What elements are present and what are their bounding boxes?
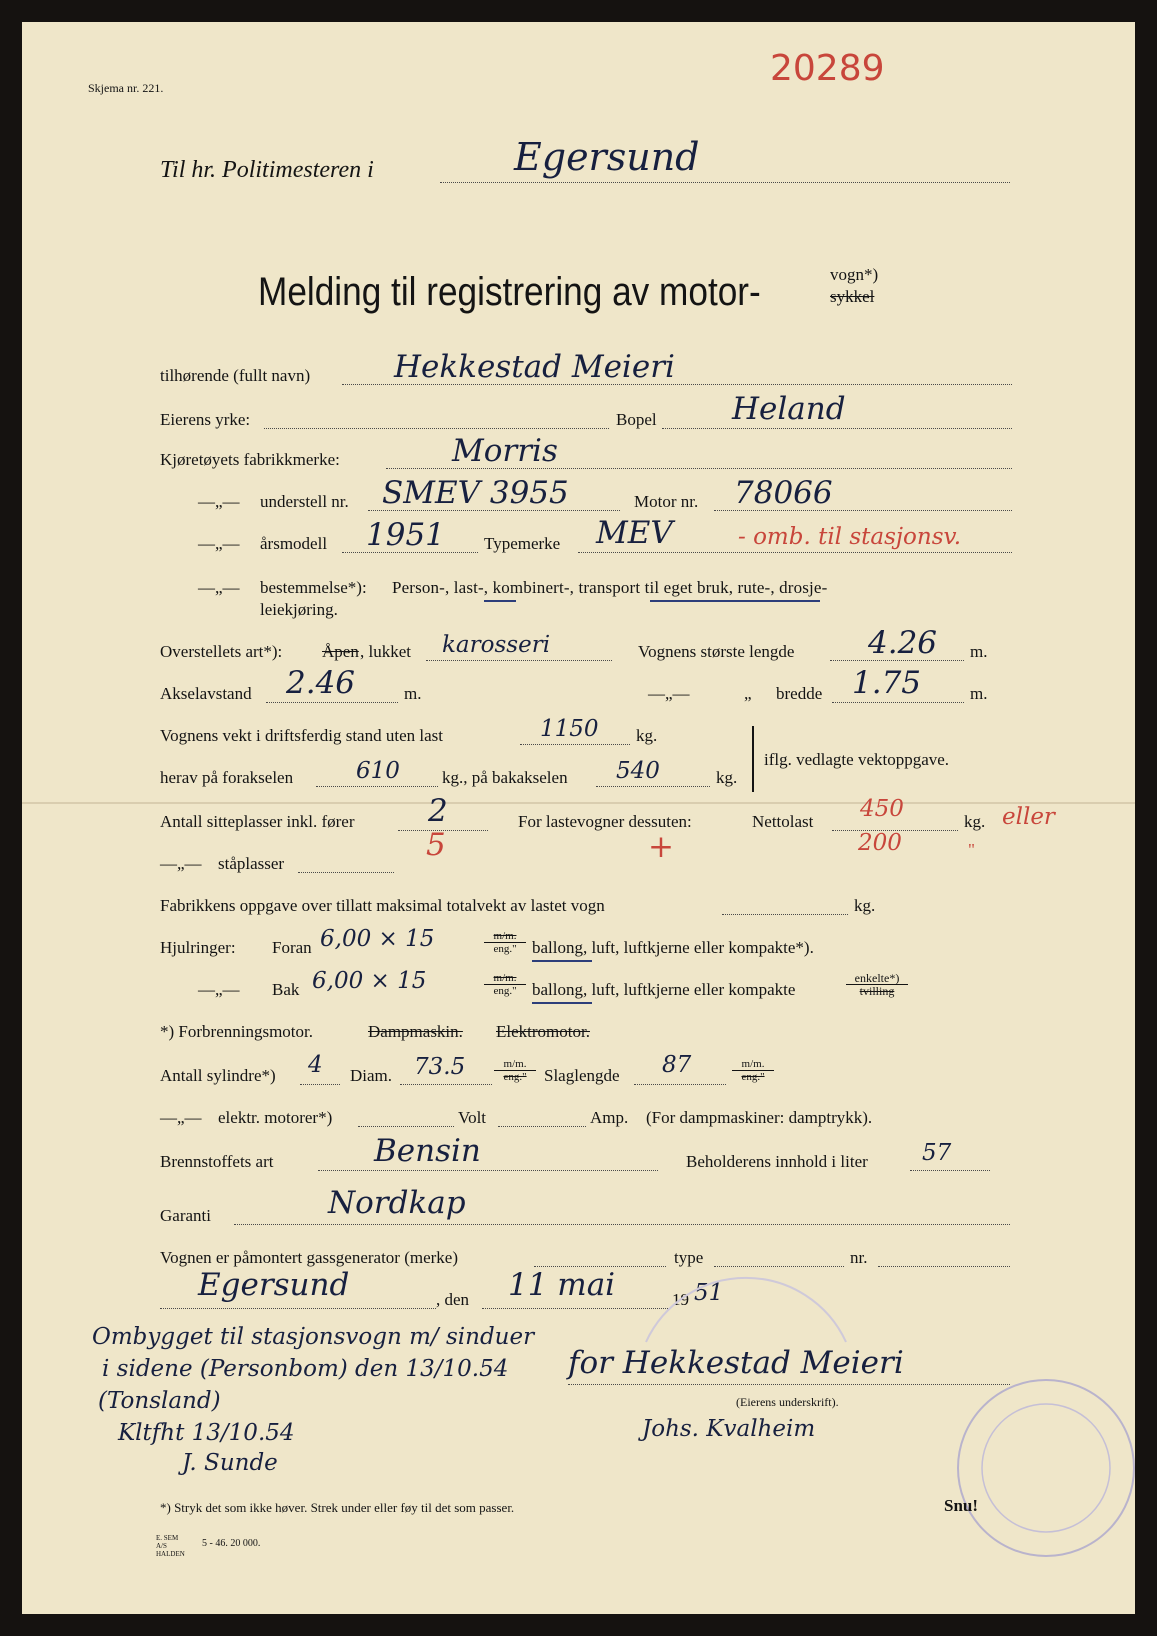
year-prefix: 19 [672,1290,689,1309]
rear-rim-options: ballong, luft, luftkjerne eller kompakte [532,980,796,999]
warranty-value: Nordkap [328,1185,466,1221]
title-vogn: vogn*) [830,265,879,284]
warranty-label: Garanti [160,1206,211,1225]
cylinders-label: Antall sylindre*) [160,1066,276,1085]
turn-over: Snu! [944,1496,979,1515]
owner-name-label: tilhørende (fullt navn) [160,366,311,385]
gas-nr-label: nr. [850,1248,868,1267]
max-weight-unit: kg. [854,896,876,915]
width-label: bredde [776,684,823,703]
year-value: 1951 [366,517,445,553]
axle-value: 2.46 [286,665,356,701]
diameter-unit: m/m. eng." [494,1058,536,1083]
title-sykkel: sykkel [830,287,875,306]
enkelte-tvilling: enkelte*) tvilling [846,972,908,997]
residence-label: Bopel [616,410,657,429]
front-axle-value: 610 [356,758,400,784]
form-title: Melding til registrering av motor- [258,270,761,314]
motor-value: 78066 [734,475,833,511]
rear-axle-unit: kg. [716,768,738,787]
owner-name-value: Hekkestad Meieri [394,349,675,385]
underline-last [484,600,516,602]
netto-label: Nettolast [752,812,814,831]
amp-label: Amp. [590,1108,629,1127]
body-closed: , lukket [360,642,411,661]
rear-rim-unit: m/m. eng." [484,972,526,997]
steam-note: (For dampmaskiner: damptrykk). [646,1108,873,1127]
printer-run: 5 - 46. 20 000. [202,1538,261,1549]
width-unit: m. [970,684,988,703]
underline-ballong-front [532,960,592,962]
purpose-options: Person-, last-, kombinert-, transport til eget bruk, rute-, drosje- [392,578,828,597]
length-unit: m. [970,642,988,661]
front-rim-value: 6,00 × 15 [320,926,435,952]
engine-type-label: *) Forbrenningsmotor. [160,1022,313,1041]
standing-label: ståplasser [218,854,285,873]
axle-label: Akselavstand [160,684,252,703]
width-value: 1.75 [852,665,922,701]
stroke-unit: m/m. eng." [732,1058,774,1083]
diameter-value: 73.5 [414,1054,466,1080]
tank-value: 57 [922,1140,952,1166]
ditto-width: —„— [648,684,690,703]
rear-rim-value: 6,00 × 15 [312,968,427,994]
conversion-note-1: Ombygget til stasjonsvogn m/ sinduer [92,1324,535,1350]
footer-note: *) Stryk det som ikke høver. Strek under eller føy til det som passer. [160,1500,515,1515]
printer-name: E. SEM A/S HALDEN [156,1534,185,1558]
ditto-elmotor: —„— [160,1108,202,1127]
elmotor-label: elektr. motorer*) [218,1108,333,1127]
control-initials: J. Sunde [182,1450,278,1476]
motor-label: Motor nr. [634,492,699,511]
rear-rim-label: Bak [272,980,300,999]
occupation-label: Eierens yrke: [160,410,251,429]
netto-quote: " [968,840,975,859]
date-label: , den [436,1290,470,1309]
length-value: 4.26 [868,625,938,661]
ditto-rear-rim: —„— [198,980,240,999]
body-open: Åpen [322,642,359,661]
chassis-label: understell nr. [260,492,349,511]
netto-unit: kg. [964,812,986,831]
tank-label: Beholderens innhold i liter [686,1152,868,1171]
archive-number: 20289 [770,48,885,89]
volt-label: Volt [458,1108,487,1127]
residence-value: Heland [732,391,846,427]
type-note: - omb. til stasjonsv. [738,524,962,550]
diameter-label: Diam. [350,1066,393,1085]
weight-value: 1150 [540,716,599,742]
plus-sign: + [648,829,674,865]
owner-signature-label: (Eierens underskrift). [736,1395,839,1409]
front-rim-unit: m/m. eng." [484,930,526,955]
cylinders-value: 4 [308,1052,323,1078]
type-value: MEV [596,515,673,551]
rear-axle-value: 540 [616,758,660,784]
gas-generator-label: Vognen er påmontert gassgenerator (merke) [160,1248,459,1267]
registration-form [22,22,1135,1614]
place-value: Egersund [198,1267,350,1303]
front-rim-label: Foran [272,938,312,957]
rear-axle-label: kg., på bakakselen [442,768,568,787]
seats-label: Antall sitteplasser inkl. fører [160,812,355,831]
max-weight-label: Fabrikkens oppgave over tillatt maksimal totalvekt av lastet vogn [160,896,605,915]
seats-extra: 5 [426,827,446,863]
ditto-purpose: —„— [198,578,240,597]
ditto-year: —„— [198,534,240,553]
body-value: karosseri [442,632,551,658]
front-axle-label: herav på forakselen [160,768,294,787]
underline-ballong-rear [532,1002,592,1004]
ditto-standing: —„— [160,854,202,873]
owner-for: for Hekkestad Meieri [568,1345,904,1381]
fold-line [22,802,1135,804]
purpose-label: bestemmelse*): [260,578,367,597]
seats-value: 2 [428,793,448,829]
stroke-label: Slaglengde [544,1066,620,1085]
type-label: Typemerke [484,534,561,553]
fuel-label: Brennstoffets art [160,1152,274,1171]
cargo-label: For lastevogner dessuten: [518,812,692,831]
width-quote: „ [744,684,752,703]
year-label: årsmodell [260,534,328,553]
brace [752,726,754,792]
make-value: Morris [452,433,558,469]
purpose-line2: leiekjøring. [260,600,338,619]
netto-or: eller [1002,804,1055,830]
gas-type-label: type [674,1248,704,1267]
police-stamp [946,1368,1135,1568]
netto-extra: 200 [858,830,902,856]
fuel-value: Bensin [374,1133,481,1169]
axle-unit: m. [404,684,422,703]
addressee-label: Til hr. Politimesteren i [160,157,374,183]
chassis-value: SMEV 3955 [382,475,569,511]
body-label: Overstellets art*): [160,642,283,661]
conversion-note-3: (Tonsland) [98,1388,221,1414]
front-rim-options: ballong, luft, luftkjerne eller kompakte*). [532,938,814,957]
year-suffix: 51 [694,1280,724,1306]
make-label: Kjøretøyets fabrikkmerke: [160,450,340,469]
underline-transport [650,600,820,602]
faint-stamp [636,1272,856,1352]
engine-steam: Dampmaskin. [368,1022,463,1041]
stroke-value: 87 [662,1052,692,1078]
rims-label: Hjulringer: [160,938,236,957]
netto-value: 450 [860,796,904,822]
weight-unit: kg. [636,726,658,745]
schema-number: Skjema nr. 221. [88,81,164,95]
date-value: 11 mai [508,1267,616,1303]
weight-label: Vognens vekt i driftsferdig stand uten last [160,726,443,745]
owner-signature: Johs. Kvalheim [642,1416,816,1442]
control-note: Kltfht 13/10.54 [118,1420,295,1446]
conversion-note-2: i sidene (Personbom) den 13/10.54 [102,1356,509,1382]
addressee-value: Egersund [514,135,700,179]
length-label: Vognens største lengde [638,642,795,661]
engine-electric: Elektromotor. [496,1022,590,1041]
weight-note: iflg. vedlagte vektoppgave. [764,750,950,769]
ditto-chassis: —„— [198,492,240,511]
